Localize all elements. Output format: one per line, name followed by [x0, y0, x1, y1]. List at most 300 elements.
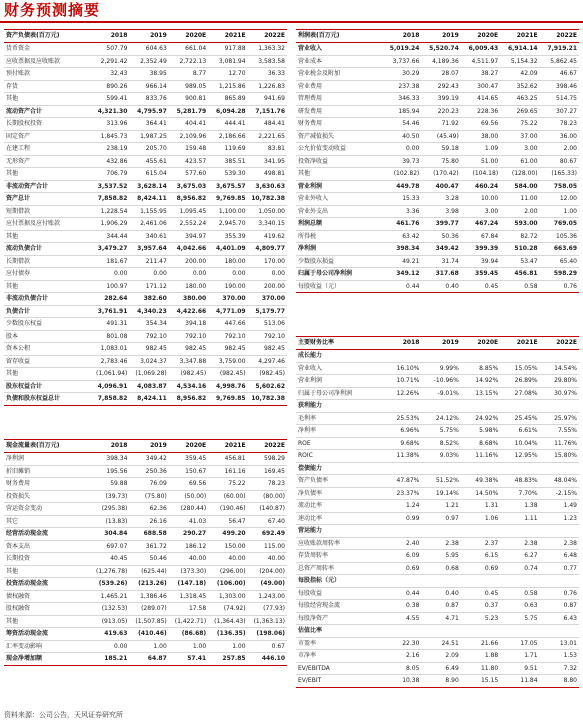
- value-cell: 1,243.00: [248, 590, 287, 603]
- year-header-cell: 2019: [129, 440, 168, 453]
- row-label: 投资活动现金流: [4, 578, 90, 591]
- value-cell: 467.24: [461, 218, 500, 231]
- value-cell: 966.14: [129, 80, 168, 93]
- value-cell: 1.00: [169, 640, 208, 653]
- value-cell: 484.41: [248, 118, 287, 131]
- row-label: 流动比率: [296, 500, 382, 513]
- value-cell: [382, 400, 421, 413]
- value-cell: 1.24: [382, 500, 421, 513]
- value-cell: 399.19: [421, 93, 460, 106]
- value-cell: (289.07): [129, 603, 168, 616]
- row-label: 预付账款: [4, 68, 90, 81]
- value-cell: 4,511.97: [461, 55, 500, 68]
- value-cell: [421, 575, 460, 588]
- value-cell: (280.44): [169, 503, 208, 516]
- value-cell: [540, 625, 579, 638]
- value-cell: 0.76: [540, 280, 579, 293]
- value-cell: 1,215.86: [208, 80, 247, 93]
- value-cell: 1.00: [208, 640, 247, 653]
- year-header-cell: 2019: [421, 337, 460, 350]
- table-row: [4, 118, 287, 131]
- value-cell: 38.95: [129, 68, 168, 81]
- value-cell: 67.40: [248, 515, 287, 528]
- value-cell: 15.05%: [500, 362, 539, 375]
- value-cell: 80.67: [540, 155, 579, 168]
- title-divider: [0, 21, 583, 23]
- value-cell: 0.44: [382, 587, 421, 600]
- value-cell: 982.45: [208, 343, 247, 356]
- value-cell: 50.46: [129, 553, 168, 566]
- value-cell: 7,151.76: [248, 105, 287, 118]
- value-cell: 352.62: [500, 80, 539, 93]
- row-label: 资产总计: [4, 193, 90, 206]
- value-cell: 349.42: [421, 243, 460, 256]
- value-cell: 12.95%: [500, 450, 539, 463]
- section-header-row: [296, 525, 579, 538]
- table-row: [296, 537, 579, 550]
- value-cell: 8.05: [382, 662, 421, 675]
- value-cell: 1,363.32: [248, 43, 287, 56]
- value-cell: 414.65: [461, 93, 500, 106]
- value-cell: 663.69: [540, 243, 579, 256]
- value-cell: 292.43: [421, 80, 460, 93]
- value-cell: 2.00: [540, 143, 579, 156]
- value-cell: 5,602.62: [248, 380, 287, 393]
- table-row: [296, 587, 579, 600]
- value-cell: (13.83): [90, 515, 129, 528]
- table-row: [4, 490, 287, 503]
- value-cell: 2,186.66: [208, 130, 247, 143]
- table-row: [296, 662, 579, 675]
- row-label: 其他: [4, 230, 90, 243]
- row-label: 偿债能力: [296, 462, 382, 475]
- value-cell: 4,042.66: [169, 243, 208, 256]
- value-cell: 8.85%: [461, 362, 500, 375]
- value-cell: 460.24: [461, 180, 500, 193]
- row-label: 营运能力: [296, 525, 382, 538]
- table-row: [4, 168, 287, 181]
- value-cell: 11.84: [500, 675, 539, 688]
- row-label: 资产负债率: [296, 475, 382, 488]
- value-cell: 382.60: [129, 293, 168, 306]
- value-cell: [540, 575, 579, 588]
- table-row: [296, 268, 579, 281]
- value-cell: 4,534.16: [169, 380, 208, 393]
- value-cell: 105.36: [540, 230, 579, 243]
- table-row: [296, 68, 579, 81]
- row-label: 应收账款周转率: [296, 537, 382, 550]
- value-cell: 6.43: [540, 612, 579, 625]
- value-cell: 0.38: [382, 600, 421, 613]
- value-cell: 22.30: [382, 637, 421, 650]
- value-cell: 3,583.58: [248, 55, 287, 68]
- value-cell: 2,945.70: [208, 218, 247, 231]
- page-title: 财务预测摘要: [4, 1, 101, 19]
- value-cell: 349.42: [129, 453, 168, 466]
- value-cell: 7.55%: [540, 425, 579, 438]
- value-cell: 9.99%: [421, 362, 460, 375]
- value-cell: (1,364.43): [208, 615, 247, 628]
- table-row: [4, 653, 287, 666]
- value-cell: 300.47: [461, 80, 500, 93]
- section-header-row: [296, 400, 579, 413]
- value-cell: 59.18: [421, 143, 460, 156]
- value-cell: 3,737.66: [382, 55, 421, 68]
- value-cell: 8.77: [169, 68, 208, 81]
- value-cell: (1,069.28): [129, 368, 168, 381]
- row-label: 速动比率: [296, 512, 382, 525]
- value-cell: 11.00: [500, 193, 539, 206]
- value-cell: 7,919.21: [540, 43, 579, 56]
- value-cell: 1,050.00: [248, 205, 287, 218]
- value-cell: 195.56: [90, 465, 129, 478]
- value-cell: 40.00: [169, 553, 208, 566]
- cash-flow-table: [4, 439, 287, 666]
- value-cell: 499.20: [208, 528, 247, 541]
- value-cell: 1.11: [500, 512, 539, 525]
- year-header-cell: 2019: [421, 30, 460, 43]
- value-cell: 51.52%: [421, 475, 460, 488]
- table-row: [296, 500, 579, 513]
- value-cell: 1.21: [421, 500, 460, 513]
- value-cell: (1,276.78): [90, 565, 129, 578]
- value-cell: (50.00): [169, 490, 208, 503]
- value-cell: (75.80): [129, 490, 168, 503]
- value-cell: (106.00): [208, 578, 247, 591]
- row-label: 每股净资产: [296, 612, 382, 625]
- value-cell: 8.68%: [461, 437, 500, 450]
- value-cell: 49.21: [382, 255, 421, 268]
- table-title-cell: 利润表(百万元): [296, 30, 382, 43]
- row-label: 筹资活动现金流: [4, 628, 90, 641]
- row-label: 投资损失: [4, 490, 90, 503]
- value-cell: 758.05: [540, 180, 579, 193]
- value-cell: (1,422.71): [169, 615, 208, 628]
- table-row: [4, 193, 287, 206]
- row-label: 每股收益（元）: [296, 280, 382, 293]
- year-header-cell: 2021E: [500, 337, 539, 350]
- value-cell: 1.09: [461, 143, 500, 156]
- year-header-cell: 2022E: [540, 337, 579, 350]
- year-header-cell: 2020E: [169, 440, 208, 453]
- value-cell: 349.12: [382, 268, 421, 281]
- value-cell: 4,401.09: [208, 243, 247, 256]
- value-cell: 49.38%: [461, 475, 500, 488]
- row-label: 流动资产合计: [4, 105, 90, 118]
- value-cell: 53.47: [500, 255, 539, 268]
- value-cell: 3,081.94: [208, 55, 247, 68]
- value-cell: 41.03: [169, 515, 208, 528]
- row-label: 每股指标（元）: [296, 575, 382, 588]
- table-row: [296, 437, 579, 450]
- value-cell: 257.85: [208, 653, 247, 666]
- value-cell: (80.00): [248, 490, 287, 503]
- value-cell: 83.81: [248, 143, 287, 156]
- value-cell: 6.48: [540, 550, 579, 563]
- value-cell: 11.38%: [382, 450, 421, 463]
- value-cell: 3,347.88: [169, 355, 208, 368]
- table-title-cell: 主要财务比率: [296, 337, 382, 350]
- row-label: 估值比率: [296, 625, 382, 638]
- row-label: 汇率变动影响: [4, 640, 90, 653]
- value-cell: 0.00: [90, 268, 129, 281]
- table-row: [4, 155, 287, 168]
- value-cell: 0.87: [540, 600, 579, 613]
- value-cell: 54.46: [382, 118, 421, 131]
- table-row: [4, 130, 287, 143]
- value-cell: 150.00: [208, 540, 247, 553]
- value-cell: 0.00: [208, 268, 247, 281]
- value-cell: 1.06: [461, 512, 500, 525]
- value-cell: 9.03%: [421, 450, 460, 463]
- row-label: EV/EBIT: [296, 675, 382, 688]
- value-cell: (136.35): [208, 628, 247, 641]
- value-cell: 510.28: [500, 243, 539, 256]
- year-header-cell: 2018: [382, 337, 421, 350]
- value-cell: 4,422.66: [169, 305, 208, 318]
- value-cell: 186.12: [169, 540, 208, 553]
- table-row: [296, 130, 579, 143]
- table-row: [296, 475, 579, 488]
- value-cell: 399.39: [461, 243, 500, 256]
- value-cell: 69.56: [169, 478, 208, 491]
- row-label: 成长能力: [296, 350, 382, 363]
- value-cell: 5,520.74: [421, 43, 460, 56]
- year-header-cell: 2020E: [461, 30, 500, 43]
- value-cell: 989.05: [169, 80, 208, 93]
- row-label: 总资产周转率: [296, 562, 382, 575]
- value-cell: 0.68: [421, 562, 460, 575]
- value-cell: 706.79: [90, 168, 129, 181]
- value-cell: 593.00: [500, 218, 539, 231]
- table-row: [4, 343, 287, 356]
- value-cell: 115.00: [248, 540, 287, 553]
- value-cell: 3.36: [382, 205, 421, 218]
- value-cell: 5.98%: [461, 425, 500, 438]
- table-row: [4, 453, 287, 466]
- value-cell: 56.47: [208, 515, 247, 528]
- row-label: 营运资金变动: [4, 503, 90, 516]
- value-cell: 5,281.79: [169, 105, 208, 118]
- value-cell: 491.31: [90, 318, 129, 331]
- value-cell: 833.76: [129, 93, 168, 106]
- row-label: 其他: [4, 280, 90, 293]
- value-cell: 75.80: [421, 155, 460, 168]
- year-header-cell: 2021E: [208, 440, 247, 453]
- value-cell: [500, 350, 539, 363]
- value-cell: 9,769.85: [208, 193, 247, 206]
- value-cell: 10.04%: [500, 437, 539, 450]
- row-label: 少数股东权益: [4, 318, 90, 331]
- table-row: [4, 280, 287, 293]
- value-cell: 8,424.11: [129, 193, 168, 206]
- value-cell: 2,722.13: [169, 55, 208, 68]
- value-cell: 185.21: [90, 653, 129, 666]
- table-row: [4, 540, 287, 553]
- value-cell: 6,094.28: [208, 105, 247, 118]
- value-cell: 1,845.73: [90, 130, 129, 143]
- value-cell: 3,759.00: [208, 355, 247, 368]
- value-cell: (1,507.85): [129, 615, 168, 628]
- value-cell: 10.38: [382, 675, 421, 688]
- value-cell: (104.18): [461, 168, 500, 181]
- table-header-row: [296, 30, 579, 43]
- value-cell: [382, 575, 421, 588]
- row-label: 利润总额: [296, 218, 382, 231]
- table-row: [296, 362, 579, 375]
- value-cell: 8,956.82: [169, 193, 208, 206]
- value-cell: 7.70%: [500, 487, 539, 500]
- value-cell: 61.00: [500, 155, 539, 168]
- value-cell: 180.00: [208, 255, 247, 268]
- value-cell: 8,424.11: [129, 393, 168, 406]
- row-label: 股权融资: [4, 603, 90, 616]
- value-cell: 0.00: [129, 268, 168, 281]
- table-row: [296, 600, 579, 613]
- value-cell: 0.00: [90, 640, 129, 653]
- value-cell: 181.67: [90, 255, 129, 268]
- value-cell: 0.76: [540, 587, 579, 600]
- value-cell: 69.56: [461, 118, 500, 131]
- value-cell: 29.80%: [540, 375, 579, 388]
- value-cell: [461, 400, 500, 413]
- value-cell: 171.12: [129, 280, 168, 293]
- value-cell: (913.05): [90, 615, 129, 628]
- value-cell: 0.40: [421, 587, 460, 600]
- table-row: [4, 330, 287, 343]
- value-cell: (410.46): [129, 628, 168, 641]
- value-cell: 3,628.14: [129, 180, 168, 193]
- row-label: 经营活动现金流: [4, 528, 90, 541]
- row-label: 长期借款: [4, 255, 90, 268]
- value-cell: 5.75%: [421, 425, 460, 438]
- table-row: [296, 550, 579, 563]
- row-label: 短期借款: [4, 205, 90, 218]
- value-cell: 169.45: [248, 465, 287, 478]
- value-cell: 539.30: [208, 168, 247, 181]
- table-header-row: [4, 30, 287, 43]
- value-cell: 159.48: [169, 143, 208, 156]
- value-cell: 28.07: [421, 68, 460, 81]
- value-cell: 394.97: [169, 230, 208, 243]
- value-cell: (102.82): [382, 168, 421, 181]
- value-cell: 419.63: [90, 628, 129, 641]
- year-header-cell: 2020E: [169, 30, 208, 43]
- row-label: EV/EBITDA: [296, 662, 382, 675]
- table-row: [296, 155, 579, 168]
- value-cell: 801.08: [90, 330, 129, 343]
- value-cell: (1,061.94): [90, 368, 129, 381]
- table-row: [4, 528, 287, 541]
- table-row: [296, 425, 579, 438]
- table-row: [4, 55, 287, 68]
- value-cell: 354.34: [129, 318, 168, 331]
- value-cell: 3.98: [421, 205, 460, 218]
- value-cell: 513.06: [248, 318, 287, 331]
- value-cell: 2,461.06: [129, 218, 168, 231]
- value-cell: 4.55: [382, 612, 421, 625]
- value-cell: 63.42: [382, 230, 421, 243]
- row-label: 所得税: [296, 230, 382, 243]
- table-row: [296, 193, 579, 206]
- value-cell: 11.80: [461, 662, 500, 675]
- value-cell: (295.38): [90, 503, 129, 516]
- value-cell: 1,155.95: [129, 205, 168, 218]
- value-cell: 0.45: [461, 587, 500, 600]
- value-cell: 2,352.49: [129, 55, 168, 68]
- value-cell: 0.69: [461, 562, 500, 575]
- value-cell: 119.69: [208, 143, 247, 156]
- value-cell: 24.51: [421, 637, 460, 650]
- row-label: 现金净增加额: [4, 653, 90, 666]
- value-cell: 100.97: [90, 280, 129, 293]
- value-cell: 0.45: [461, 280, 500, 293]
- value-cell: 7,858.82: [90, 393, 129, 406]
- table-row: [4, 230, 287, 243]
- year-header-cell: 2018: [90, 440, 129, 453]
- row-label: ROIC: [296, 450, 382, 463]
- table-row: [296, 93, 579, 106]
- row-label: 资产减值损失: [296, 130, 382, 143]
- value-cell: 57.41: [169, 653, 208, 666]
- value-cell: 6,009.43: [461, 43, 500, 56]
- value-cell: 26.16: [129, 515, 168, 528]
- value-cell: 2.38: [540, 537, 579, 550]
- value-cell: 10.00: [461, 193, 500, 206]
- value-cell: 46.67: [540, 68, 579, 81]
- value-cell: [540, 462, 579, 475]
- value-cell: 615.04: [129, 168, 168, 181]
- value-cell: 3,675.03: [169, 180, 208, 193]
- row-label: 获利能力: [296, 400, 382, 413]
- year-header-cell: 2022E: [248, 440, 287, 453]
- value-cell: 3.28: [421, 193, 460, 206]
- value-cell: 5,019.24: [382, 43, 421, 56]
- row-label: 资本公积: [4, 343, 90, 356]
- value-cell: (982.45): [169, 368, 208, 381]
- value-cell: 398.46: [540, 80, 579, 93]
- value-cell: 8.80: [540, 675, 579, 688]
- value-cell: 24.12%: [421, 412, 460, 425]
- row-label: 其他: [4, 615, 90, 628]
- value-cell: 598.29: [540, 268, 579, 281]
- table-row: [4, 628, 287, 641]
- value-cell: 2,291.42: [90, 55, 129, 68]
- value-cell: 2.38: [421, 537, 460, 550]
- table-row: [296, 243, 579, 256]
- value-cell: 6.61%: [500, 425, 539, 438]
- value-cell: 36.00: [540, 130, 579, 143]
- value-cell: 661.04: [169, 43, 208, 56]
- row-label: 股本: [4, 330, 90, 343]
- value-cell: [461, 575, 500, 588]
- value-cell: 0.99: [382, 512, 421, 525]
- value-cell: (982.45): [208, 368, 247, 381]
- row-label: 折旧摊销: [4, 465, 90, 478]
- value-cell: 514.75: [540, 93, 579, 106]
- value-cell: 692.49: [248, 528, 287, 541]
- table-row: [296, 675, 579, 688]
- value-cell: 6.96%: [382, 425, 421, 438]
- year-header-cell: 2020E: [461, 337, 500, 350]
- value-cell: 75.22: [208, 478, 247, 491]
- value-cell: 0.69: [382, 562, 421, 575]
- value-cell: 32.43: [90, 68, 129, 81]
- value-cell: 982.45: [248, 343, 287, 356]
- row-label: 其他: [4, 93, 90, 106]
- value-cell: 463.25: [500, 93, 539, 106]
- row-label: 负债合计: [4, 305, 90, 318]
